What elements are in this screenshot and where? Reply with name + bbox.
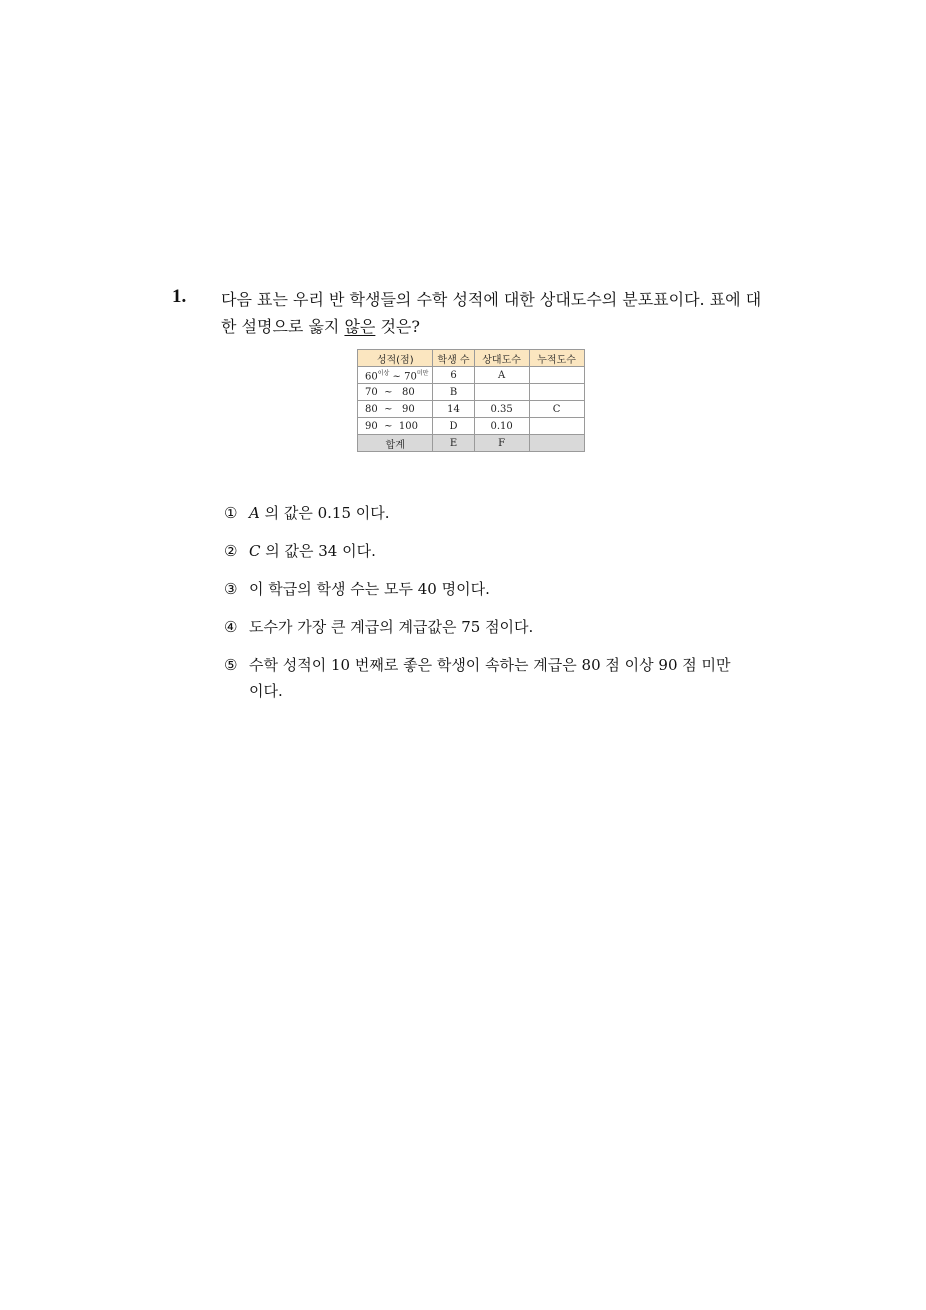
range-end: 70 (404, 371, 417, 383)
range-start-note: 이상 (377, 369, 390, 377)
table-header-row (358, 350, 585, 367)
range-end-note: 미만 (416, 369, 429, 377)
range-tilde: ~ (384, 420, 393, 432)
frequency-table-wrapper (357, 349, 585, 452)
choice-variable: A (249, 504, 260, 522)
range-tilde: ~ (392, 371, 401, 383)
table-total-row (358, 435, 585, 452)
choice-text (249, 614, 744, 640)
range-start: 90 (365, 420, 378, 432)
question-number: 1. (172, 286, 187, 307)
range-start: 70 (365, 386, 378, 398)
answer-choices (224, 500, 744, 716)
choice-statement: 수학 성적이 10 번째로 좋은 학생이 속하는 계급은 80 점 이상 90 점 미만이다. (249, 656, 731, 700)
choice-1[interactable] (224, 500, 744, 526)
range-start: 60 (365, 371, 378, 383)
range-tilde: ~ (384, 386, 393, 398)
students-cell: 14 (433, 401, 474, 418)
students-cell: B (433, 384, 474, 401)
table-row (358, 367, 585, 384)
total-relative: F (474, 435, 529, 452)
header-score: 성적(점) (358, 350, 433, 367)
range-tilde: ~ (384, 403, 393, 415)
score-range (358, 384, 433, 401)
score-range (358, 367, 433, 384)
range-end: 90 (402, 403, 415, 415)
total-label: 합계 (358, 435, 433, 452)
question-text-main: 다음 표는 우리 반 학생들의 수학 성적에 대한 상대도수의 분포표이다. 표에 대한 설명으로 옳지 (221, 290, 762, 336)
relative-cell: A (474, 367, 529, 384)
header-cumulative-frequency: 누적도수 (529, 350, 584, 367)
choice-number: ② (224, 542, 238, 560)
choice-variable: C (249, 542, 261, 560)
choice-statement: 이 학급의 학생 수는 모두 40 명이다. (249, 580, 490, 598)
choice-number: ③ (224, 580, 238, 598)
table-row (358, 401, 585, 418)
choice-number: ⑤ (224, 656, 238, 674)
choice-4[interactable] (224, 614, 744, 640)
choice-number: ① (224, 504, 238, 522)
question-text-underlined: 않은 (344, 317, 376, 336)
score-range (358, 418, 433, 435)
total-cumulative (529, 435, 584, 452)
relative-frequency-table (357, 349, 585, 452)
range-end: 80 (402, 386, 415, 398)
cumulative-cell: C (529, 401, 584, 418)
choice-text (249, 500, 744, 526)
choice-number: ④ (224, 618, 238, 636)
choice-text (249, 576, 744, 602)
students-cell: D (433, 418, 474, 435)
choice-text (249, 538, 744, 564)
cumulative-cell (529, 367, 584, 384)
header-relative-frequency: 상대도수 (474, 350, 529, 367)
header-students: 학생 수 (433, 350, 474, 367)
choice-statement: 의 값은 34 이다. (260, 542, 376, 560)
cumulative-cell (529, 384, 584, 401)
question-text (221, 286, 766, 340)
relative-cell (474, 384, 529, 401)
choice-3[interactable] (224, 576, 744, 602)
score-range (358, 401, 433, 418)
question-text-end: 것은? (375, 317, 420, 336)
relative-cell: 0.10 (474, 418, 529, 435)
table-row (358, 384, 585, 401)
choice-2[interactable] (224, 538, 744, 564)
relative-cell: 0.35 (474, 401, 529, 418)
table-row (358, 418, 585, 435)
choice-5[interactable] (224, 652, 744, 704)
choice-statement: 도수가 가장 큰 계급의 계급값은 75 점이다. (249, 618, 534, 636)
students-cell: 6 (433, 367, 474, 384)
range-start: 80 (365, 403, 378, 415)
choice-statement: 의 값은 0.15 이다. (259, 504, 390, 522)
choice-text (249, 652, 744, 704)
cumulative-cell (529, 418, 584, 435)
range-end: 100 (398, 420, 418, 432)
total-students: E (433, 435, 474, 452)
